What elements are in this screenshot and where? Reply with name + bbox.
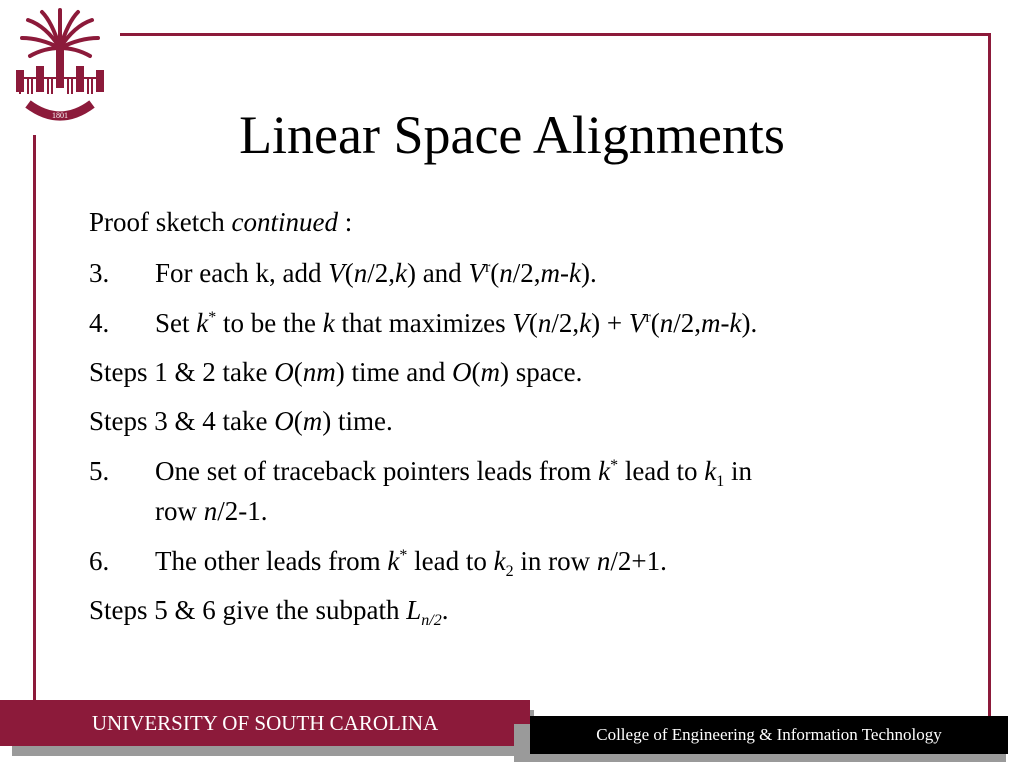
college-name: College of Engineering & Information Technology (596, 725, 942, 744)
item-6-number: 6. (89, 546, 110, 576)
item-4-text: Set k* to be the k that maximizes $V(n/2,k) + V^r(n/2,m-k)$. (155, 308, 758, 338)
item-5-text-continued: row n/2-1. (155, 496, 268, 526)
university-name: UNIVERSITY OF SOUTH CAROLINA (91, 710, 439, 735)
steps-3-4-line: Steps 3 & 4 take O(m) time. (89, 406, 393, 436)
steps-5-6-line: Steps 5 & 6 give the subpath $L_{n/2}$. (89, 595, 449, 629)
item-5-number: 5. (89, 456, 110, 486)
proof-sketch-line: Proof sketch continued : (89, 207, 353, 237)
item-4-number: 4. (89, 308, 110, 338)
slide-title: Linear Space Alignments (239, 105, 785, 165)
steps-1-2-line: Steps 1 & 2 take O(nm) time and O(m) space. (89, 357, 583, 387)
logo-year-text: 1801 (52, 111, 68, 120)
item-6-text: The other leads from k* lead to $k_2$ in row n/2+1. (155, 546, 667, 580)
college-footer-bar (530, 716, 1008, 754)
frame-top-line (120, 33, 991, 36)
university-footer-bar (0, 700, 530, 746)
frame-left-line (33, 135, 36, 705)
item-3-text: For each k, add V(n/2,k) and $V^r(n/2,m-k)$. (155, 258, 597, 288)
item-3-number: 3. (89, 258, 110, 288)
item-5-text: One set of traceback pointers leads from k* lead to $k_1$ in (155, 456, 753, 490)
